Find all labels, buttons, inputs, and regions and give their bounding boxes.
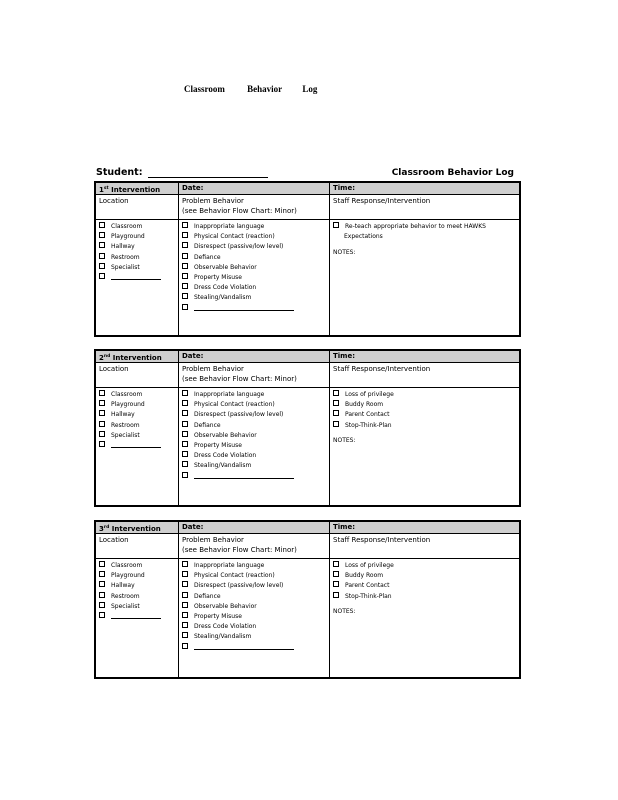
list-item[interactable]: Defiance [182,253,294,263]
other-behavior-field[interactable] [194,478,294,479]
checkbox-icon[interactable] [333,561,339,567]
staff-response-column [330,522,519,677]
intervention-label: 3rd Intervention [99,525,161,533]
list-item[interactable]: Re-teach appropriate behavior to meet HAWKS [333,222,486,232]
intervention-label: 2nd Intervention [99,354,162,362]
list-item[interactable]: Dress Code Violation [182,451,294,461]
time-label: Time: [333,352,356,360]
checkbox-icon[interactable] [182,242,188,248]
time-label: Time: [333,184,356,192]
other-location-field[interactable] [111,447,161,448]
checkbox-icon[interactable] [182,561,188,567]
checkbox-icon[interactable] [182,581,188,587]
problem-behavior-label: Problem Behavior (see Behavior Flow Chart: Minor) [182,536,297,554]
date-label: Date: [182,352,204,360]
list-item[interactable]: Property Misuse [182,441,294,451]
other-location-field[interactable] [111,279,161,280]
list-item[interactable]: Hallway [99,242,161,252]
checkbox-icon[interactable] [99,222,105,228]
list-item[interactable]: Observable Behavior [182,431,294,441]
list-item[interactable]: Loss of privilege [333,561,394,571]
list-item[interactable]: Loss of privilege [333,390,394,400]
checkbox-icon[interactable] [99,410,105,416]
list-item[interactable]: Parent Contact [333,581,394,591]
intervention-block-1 [94,181,521,337]
checkbox-icon[interactable] [99,602,105,608]
intervention-block-3 [94,520,521,679]
list-item[interactable] [99,273,161,283]
notes-label: NOTES: [333,437,356,444]
list-item[interactable]: Dress Code Violation [182,283,294,293]
checkbox-icon[interactable] [99,273,105,279]
checkbox-icon[interactable] [182,441,188,447]
list-item[interactable]: Buddy Room [333,400,394,410]
student-label: Student: [96,167,143,178]
checkbox-icon[interactable] [182,293,188,299]
list-item[interactable]: Stealing/Vandalism [182,632,294,642]
checkbox-icon[interactable] [333,390,339,396]
checkbox-icon[interactable] [99,263,105,269]
checkbox-icon[interactable] [99,441,105,447]
list-item[interactable]: Defiance [182,421,294,431]
intervention-block-2 [94,349,521,507]
title-word: Classroom [184,84,225,94]
checkbox-icon[interactable] [333,571,339,577]
checkbox-icon[interactable] [333,581,339,587]
checkbox-icon[interactable] [99,571,105,577]
checkbox-icon[interactable] [99,612,105,618]
checkbox-icon[interactable] [182,472,188,478]
list-item[interactable]: Specialist [99,263,161,273]
date-label: Date: [182,523,204,531]
checkbox-icon[interactable] [182,273,188,279]
list-item[interactable]: Classroom [99,222,161,232]
list-item[interactable]: Stop-Think-Plan [333,592,394,602]
title-word: Log [302,84,318,94]
problem-behavior-label: Problem Behavior (see Behavior Flow Chart: Minor) [182,365,297,383]
list-item[interactable]: Stealing/Vandalism [182,293,294,303]
checkbox-icon[interactable] [182,622,188,628]
location-list [99,561,161,622]
list-item[interactable]: Physical Contact (reaction) [182,232,294,242]
list-item[interactable]: Physical Contact (reaction) [182,400,294,410]
sheet-header [94,167,520,181]
list-item[interactable]: Stop-Think-Plan [333,421,394,431]
staff-response-label: Staff Response/Intervention [333,197,431,205]
checkbox-icon[interactable] [99,581,105,587]
behavior-list [182,222,294,314]
location-column [96,522,179,677]
list-item[interactable]: Inappropriate language [182,222,294,232]
list-item[interactable]: Hallway [99,581,161,591]
location-list [99,390,161,451]
problem-behavior-column [179,351,330,505]
list-item[interactable]: Property Misuse [182,612,294,622]
response-list [333,390,394,431]
list-item[interactable]: Restroom [99,421,161,431]
checkbox-icon[interactable] [182,602,188,608]
list-item[interactable]: Disrespect (passive/low level) [182,242,294,252]
checkbox-icon[interactable] [99,431,105,437]
list-item[interactable]: Restroom [99,592,161,602]
list-item[interactable]: Disrespect (passive/low level) [182,410,294,420]
list-item[interactable]: Observable Behavior [182,602,294,612]
student-name-field[interactable] [148,177,268,178]
response-list [333,561,394,602]
checkbox-icon[interactable] [333,410,339,416]
checkbox-icon[interactable] [182,390,188,396]
list-item[interactable]: Parent Contact [333,410,394,420]
checkbox-icon[interactable] [99,561,105,567]
list-item[interactable]: Playground [99,400,161,410]
list-item[interactable] [182,304,294,314]
checkbox-icon[interactable] [99,592,105,598]
list-item[interactable]: Inappropriate language [182,561,294,571]
checkbox-icon[interactable] [182,253,188,259]
list-item[interactable]: Stealing/Vandalism [182,461,294,471]
document-title [184,84,317,94]
checkbox-icon[interactable] [333,400,339,406]
list-item[interactable]: Defiance [182,592,294,602]
location-column [96,351,179,505]
list-item[interactable]: Specialist [99,602,161,612]
location-label: Location [99,365,129,373]
location-label: Location [99,197,129,205]
location-list [99,222,161,283]
checkbox-icon[interactable] [182,232,188,238]
behavior-list [182,561,294,653]
list-item[interactable]: Dress Code Violation [182,622,294,632]
response-list [333,222,486,242]
list-item[interactable]: Inappropriate language [182,390,294,400]
problem-behavior-label: Problem Behavior (see Behavior Flow Chart: Minor) [182,197,297,215]
problem-behavior-column [179,183,330,335]
behavior-list [182,390,294,482]
staff-response-column [330,351,519,505]
checkbox-icon[interactable] [182,421,188,427]
title-word: Behavior [247,84,283,94]
list-item[interactable] [182,472,294,482]
date-label: Date: [182,184,204,192]
list-item[interactable]: Hallway [99,410,161,420]
log-title: Classroom Behavior Log [391,168,514,178]
list-item[interactable] [182,643,294,653]
checkbox-icon[interactable] [333,592,339,598]
notes-label: NOTES: [333,608,356,615]
checkbox-icon[interactable] [182,222,188,228]
list-item[interactable]: Playground [99,571,161,581]
list-item[interactable]: Classroom [99,390,161,400]
checkbox-icon[interactable] [182,461,188,467]
checkbox-icon[interactable] [99,421,105,427]
checkbox-icon[interactable] [182,643,188,649]
checkbox-icon[interactable] [182,451,188,457]
checkbox-icon[interactable] [182,410,188,416]
checkbox-icon[interactable] [333,421,339,427]
behavior-log-sheet [94,150,524,700]
checkbox-icon[interactable] [182,283,188,289]
list-item[interactable]: Disrespect (passive/low level) [182,581,294,591]
checkbox-icon[interactable] [182,571,188,577]
checkbox-icon[interactable] [99,232,105,238]
list-item[interactable] [99,612,161,622]
checkbox-icon[interactable] [182,400,188,406]
checkbox-icon[interactable] [182,632,188,638]
problem-behavior-column [179,522,330,677]
list-item[interactable]: Physical Contact (reaction) [182,571,294,581]
checkbox-icon[interactable] [99,242,105,248]
notes-label: NOTES: [333,249,356,256]
other-location-field[interactable] [111,618,161,619]
checkbox-icon[interactable] [99,390,105,396]
location-column [96,183,179,335]
staff-response-label: Staff Response/Intervention [333,536,431,544]
staff-response-label: Staff Response/Intervention [333,365,431,373]
location-label: Location [99,536,129,544]
other-behavior-field[interactable] [194,649,294,650]
checkbox-icon[interactable] [99,400,105,406]
list-item[interactable]: Buddy Room [333,571,394,581]
list-item[interactable]: Specialist [99,431,161,441]
list-item[interactable]: Observable Behavior [182,263,294,273]
other-behavior-field[interactable] [194,310,294,311]
checkbox-icon[interactable] [182,263,188,269]
time-label: Time: [333,523,356,531]
checkbox-icon[interactable] [182,612,188,618]
staff-response-column [330,183,519,335]
checkbox-icon[interactable] [99,253,105,259]
intervention-label: 1st Intervention [99,186,161,194]
list-item[interactable]: Playground [99,232,161,242]
list-item[interactable]: Classroom [99,561,161,571]
list-item[interactable]: Property Misuse [182,273,294,283]
checkbox-icon[interactable] [182,592,188,598]
list-item: Expectations [344,233,383,241]
checkbox-icon[interactable] [333,222,339,228]
list-item[interactable] [99,441,161,451]
list-item[interactable]: Restroom [99,253,161,263]
checkbox-icon[interactable] [182,431,188,437]
checkbox-icon[interactable] [182,304,188,310]
